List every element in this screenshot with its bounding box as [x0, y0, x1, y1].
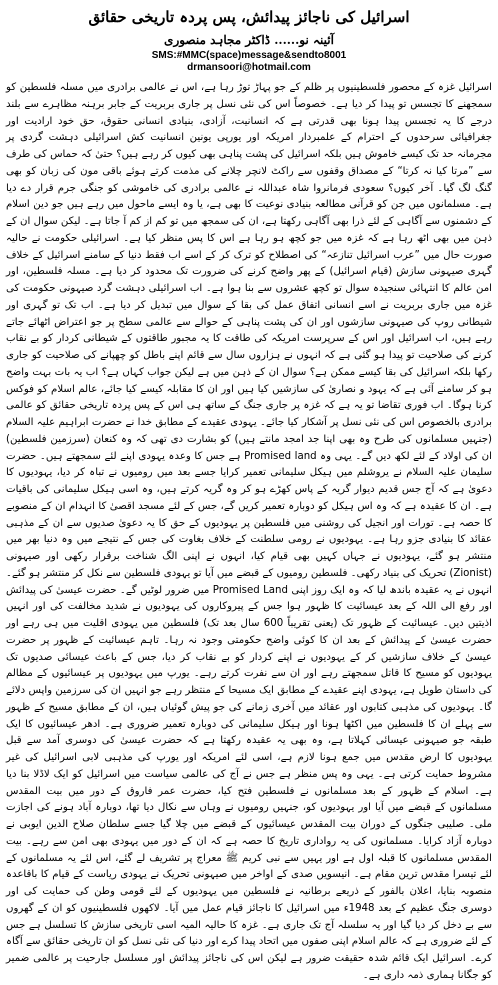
author-line: آئینہ نو...... ڈاکٹر مجاہد منصوری — [164, 33, 334, 47]
sms-line: SMS:#MMC(space)message&sendto8001 — [151, 50, 347, 61]
article-headline: اسرائیل کی ناجائز پیدائش، پس پردہ تاریخی حقائق — [88, 8, 410, 26]
article-body — [5, 80, 492, 981]
article-body-text: اسرائیل غزہ کے محصور فلسطینیوں پر ظلم کے جو پہاڑ توڑ رہا ہے، اس نے عالمی برادری میں مسلہ فلسطین کو سمجھنے کا تجسس تو پیدا کر دیا ہے۔ خصوصاً اس کی نئی نسل پر جاری بربریت کے جابر برہنہ مظاہرے سے بلند درجے کا یہ تجسس پیدا ہونا بھی قدرتی ہے کہ انسانیت، آزادی، بنیادی انسانی حقوق، حق خود ارادیت اور جغرافیائی سرحدوں کے احترام کے علمبردار امریکہ اور یورپی یونین انسانیت کش اسرائیلی دہشت گردی پر مجرمانہ حد تک کیسے خاموش ہیں بلکہ اسرائیل کی پشت پناہی بھی کیوں کر رہے ہیں؟ حتیٰ کہ حماس کی طرف سے ”مرتا کیا نہ کرتا“ کے مصداق وقفوں سے راکٹ لانچر چلانے کی مذمت کرتے ہوئے باقی مون کی زبان کو بھی گنگ لگ گیا۔ آخر کیوں؟ سعودی فرمانروا شاہ عبداللہ نے عالمی برادری کی خاموشی کو جنگی جرم قرار دے دیا ہے۔ مسلمانوں میں جن کو قرآنی مطالعہ بنیادی نوعیت کا بھی ہے، یا وہ ایسے ماحول میں رہے ہیں جو دین اسلام کے دشمنوں سے آگاہی کے لئے ذرا بھی آگاہی رکھتا ہے، ان کی سمجھ میں تو کم از کم آ جاتا ہے۔ لیکن سوال ان کے ذہن میں بھی اٹھ رہا ہے کہ غزہ میں جو کچھ ہو رہا ہے اس کا پس منظر کیا ہے۔ اسرائیلی حکومت نے حالیہ صورت حال میں ”عرب اسرائیل تنازعہ“ کی اصطلاح کو ترک کر کے اسے اب فقط دنیا کے سامنے اسرائیل کے خلاف گہری صیہونی سازش (قیام اسرائیل) کے پھر واضح کرنے کی ضرورت تک محدود کر دیا ہے۔ مسلہ فلسطین، اور امن عالم کا انتہائی سنجیدہ سوال تو کچھ عشروں سے بنا ہوا ہے۔ اب اسرائیلی دہشت گرد صیہونی حکومت کی غزہ میں جاری بربریت نے اسے انسانی اتفاق عمل کی بقا کے سوال میں تبدیل کر دیا ہے۔ اب تک تو گہری اور شیطانی روپ کی صیہونی سازشوں اور ان کی پشت پناہی کے حوالے سے عالمی سطح پر جو اعتراض اٹھائے جاتے رہے ہیں، اب اسرائیل اور اس کے سرپرست امریکہ کی طاقت کا یہ مجبور طاقتوں کے شیطانی کردار کو بے نقاب کرنے کی صلاحیت تو پیدا ہو گئی ہے کہ انہوں نے ہزاروں سال سے قائم اپنے باطل کو چھپانے کی صلاحیت کو جاری رکھا بلکہ اسرائیل کی بقا کیسے ممکن ہے؟ سوال ان کے ذہن میں ہے لیکن جواب کہاں ہے؟ اب یہ بات بہت واضح ہو کر سامنے آئی ہے کہ یہود و نصاریٰ کی سازشیں کیا ہیں اور ان کا مقابلہ کیسے کیا جائے، عالم اسلام کو فوکس کرنا ہوگا۔ اب فوری تقاضا تو یہ ہے کہ غزہ پر جاری جنگ کے ساتھ ہی اس کے پس پردہ تاریخی حقائق کو عالمی برادری بالخصوص اس کی نئی نسل پر آشکار کیا جائے۔ یہودی عقیدے کے مطابق خدا نے حضرت ابراہیم علیہ السلام (جنہیں مسلمانوں کی طرح وہ بھی اپنا جد امجد مانتے ہیں) کو بشارت دی تھی کہ وہ کنعان (سرزمین فلسطین) ان کی اولاد کے لئے لکھ دیں گے۔ یہی وہ Promised land ہے جس کا وعدہ یہودی اپنے لئے سمجھتے ہیں۔ حضرت سلیمان علیہ السلام نے یروشلم میں ہیکل سلیمانی تعمیر کرایا جسے بعد میں رومیوں نے تباہ کر دیا، یہودیوں کا دعویٰ ہے کہ آج جس قدیم دیوار گریہ کے پاس کھڑے ہو کر وہ گریہ کرتے ہیں، وہ اسی ہیکل سلیمانی کی باقیات ہے۔ ان کا عقیدہ ہے کہ وہ اس ہیکل کو دوبارہ تعمیر کریں گے، جس کے لئے مسجد اقصیٰ کا انہدام ان کے منصوبے کا حصہ ہے۔ تورات اور انجیل کی روشنی میں فلسطین پر یہودیوں کے حق کا یہ دعویٰ صدیوں سے ان کے مذہبی عقائد کا بنیادی جزو رہا ہے۔ یہودیوں نے رومی سلطنت کے خلاف بغاوت کی جس کے نتیجے میں وہ دنیا بھر میں منتشر ہو گئے، یہودیوں نے جہاں کہیں بھی قیام کیا، انہوں نے اپنی الگ شناخت برقرار رکھی اور صیہونی (Zionist) تحریک کی بنیاد رکھی۔ فلسطین رومیوں کے قبضے میں آیا تو یہودی فلسطین سے نکل کر منتشر ہو گئے۔ انہوں نے یہ عقیدہ باندھ لیا کہ وہ ایک روز اپنی Promised Land میں ضرور لوٹیں گے۔ حضرت عیسیٰ کی پیدائش اور رفع الی اللہ کے بعد عیسائیت کا ظہور ہوا جس کے پیروکاروں کی یہودیوں نے شدید مخالفت کی اور انہیں اذیتیں دیں۔ عیسائیت کے ظہور تک (یعنی تقریباً 600 سال بعد تک) فلسطین میں یہودی اقلیت میں ہی رہے اور حضرت عیسیٰ کے پیدائش کے بعد ان کا کوئی واضح حکومتی وجود نہ رہا۔ تاہم عیسائیت کے ظہور پر حضرت عیسیٰ کے خلاف سازشیں کر کے یہودیوں نے اپنے کردار کو بے نقاب کر دیا، جس کے باعث عیسائی صدیوں تک یہودیوں کو مسیح کا قاتل سمجھتے رہے اور ان سے نفرت کرتے رہے۔ یورپ میں یہودیوں پر عیسائیوں کے مظالم کی داستان طویل ہے، یہودی اپنے عقیدے کے مطابق ایک مسیحا کے منتظر رہے جو انہیں ان کی سرزمین واپس دلائے گا۔ یہودیوں کی مذہبی کتابوں اور عقائد میں آخری زمانے کی جو پیش گوئیاں ہیں، ان کے مطابق مسیح کے ظہور سے پہلے ان کا فلسطین میں اکٹھا ہونا اور ہیکل سلیمانی کی دوبارہ تعمیر ضروری ہے۔ ادھر عیسائیوں کا ایک طبقہ جو صیہونی عیسائی کہلاتا ہے، وہ بھی یہ عقیدہ رکھتا ہے کہ حضرت عیسیٰ کی دوسری آمد سے قبل یہودیوں کا ارض مقدس میں جمع ہونا لازم ہے، اسی لئے امریکہ اور یورپ کی مذہبی لابی اسرائیل کی غیر مشروط حمایت کرتی ہے۔ یہی وہ پس منظر ہے جس نے آج کی عالمی سیاست میں اسرائیل کو ایک لاڈلا بنا دیا ہے۔ اسلام کے ظہور کے بعد مسلمانوں نے فلسطین فتح کیا، حضرت عمر فاروق کے دور میں بیت المقدس مسلمانوں کے قبضے میں آیا اور یہودیوں کو، جنہیں رومیوں نے وہاں سے نکال دیا تھا، دوبارہ آباد ہونے کی اجازت ملی۔ صلیبی جنگوں کے دوران بیت المقدس عیسائیوں کے قبضے میں چلا گیا جسے سلطان صلاح الدین ایوبی نے دوبارہ آزاد کرایا۔ مسلمانوں کی یہ رواداری تاریخ کا حصہ ہے کہ ان کے دور میں یہودی بھی امن سے رہے۔ بیت المقدس مسلمانوں کا قبلہ اول ہے اور یہیں سے نبی کریم ﷺ معراج پر تشریف لے گئے، اس لئے یہ مسلمانوں کے لئے تیسرا مقدس ترین مقام ہے۔ انیسویں صدی کے اواخر میں صیہونی تحریک نے یہودی ریاست کے قیام کا باقاعدہ منصوبہ بنایا، اعلان بالفور کے ذریعے برطانیہ نے فلسطین میں یہودیوں کے لئے قومی وطن کی حمایت کی اور دوسری جنگ عظیم کے بعد 1948ء میں اسرائیل کا ناجائز قیام عمل میں آیا۔ لاکھوں فلسطینیوں کو ان کے گھروں سے بے دخل کر دیا گیا اور یہ سلسلہ آج تک جاری ہے۔ غزہ کا حالیہ المیہ اسی تاریخی سازش کا تسلسل ہے جس کے لئے ضروری ہے کہ عالم اسلام اپنی صفوں میں اتحاد پیدا کرے اور دنیا کی نئی نسل کو ان تاریخی حقائق سے آگاہ کرے۔ اسرائیل ایک قائم شدہ حقیقت ضرور ہے لیکن اس کی ناجائز پیدائش اور مسلسل جارحیت پر عالمی ضمیر کو جگانا ہماری ذمہ داری ہے۔ — [5, 82, 492, 981]
email-line: drmansoori@hotmail.com — [187, 62, 311, 73]
article-header — [6, 4, 492, 74]
